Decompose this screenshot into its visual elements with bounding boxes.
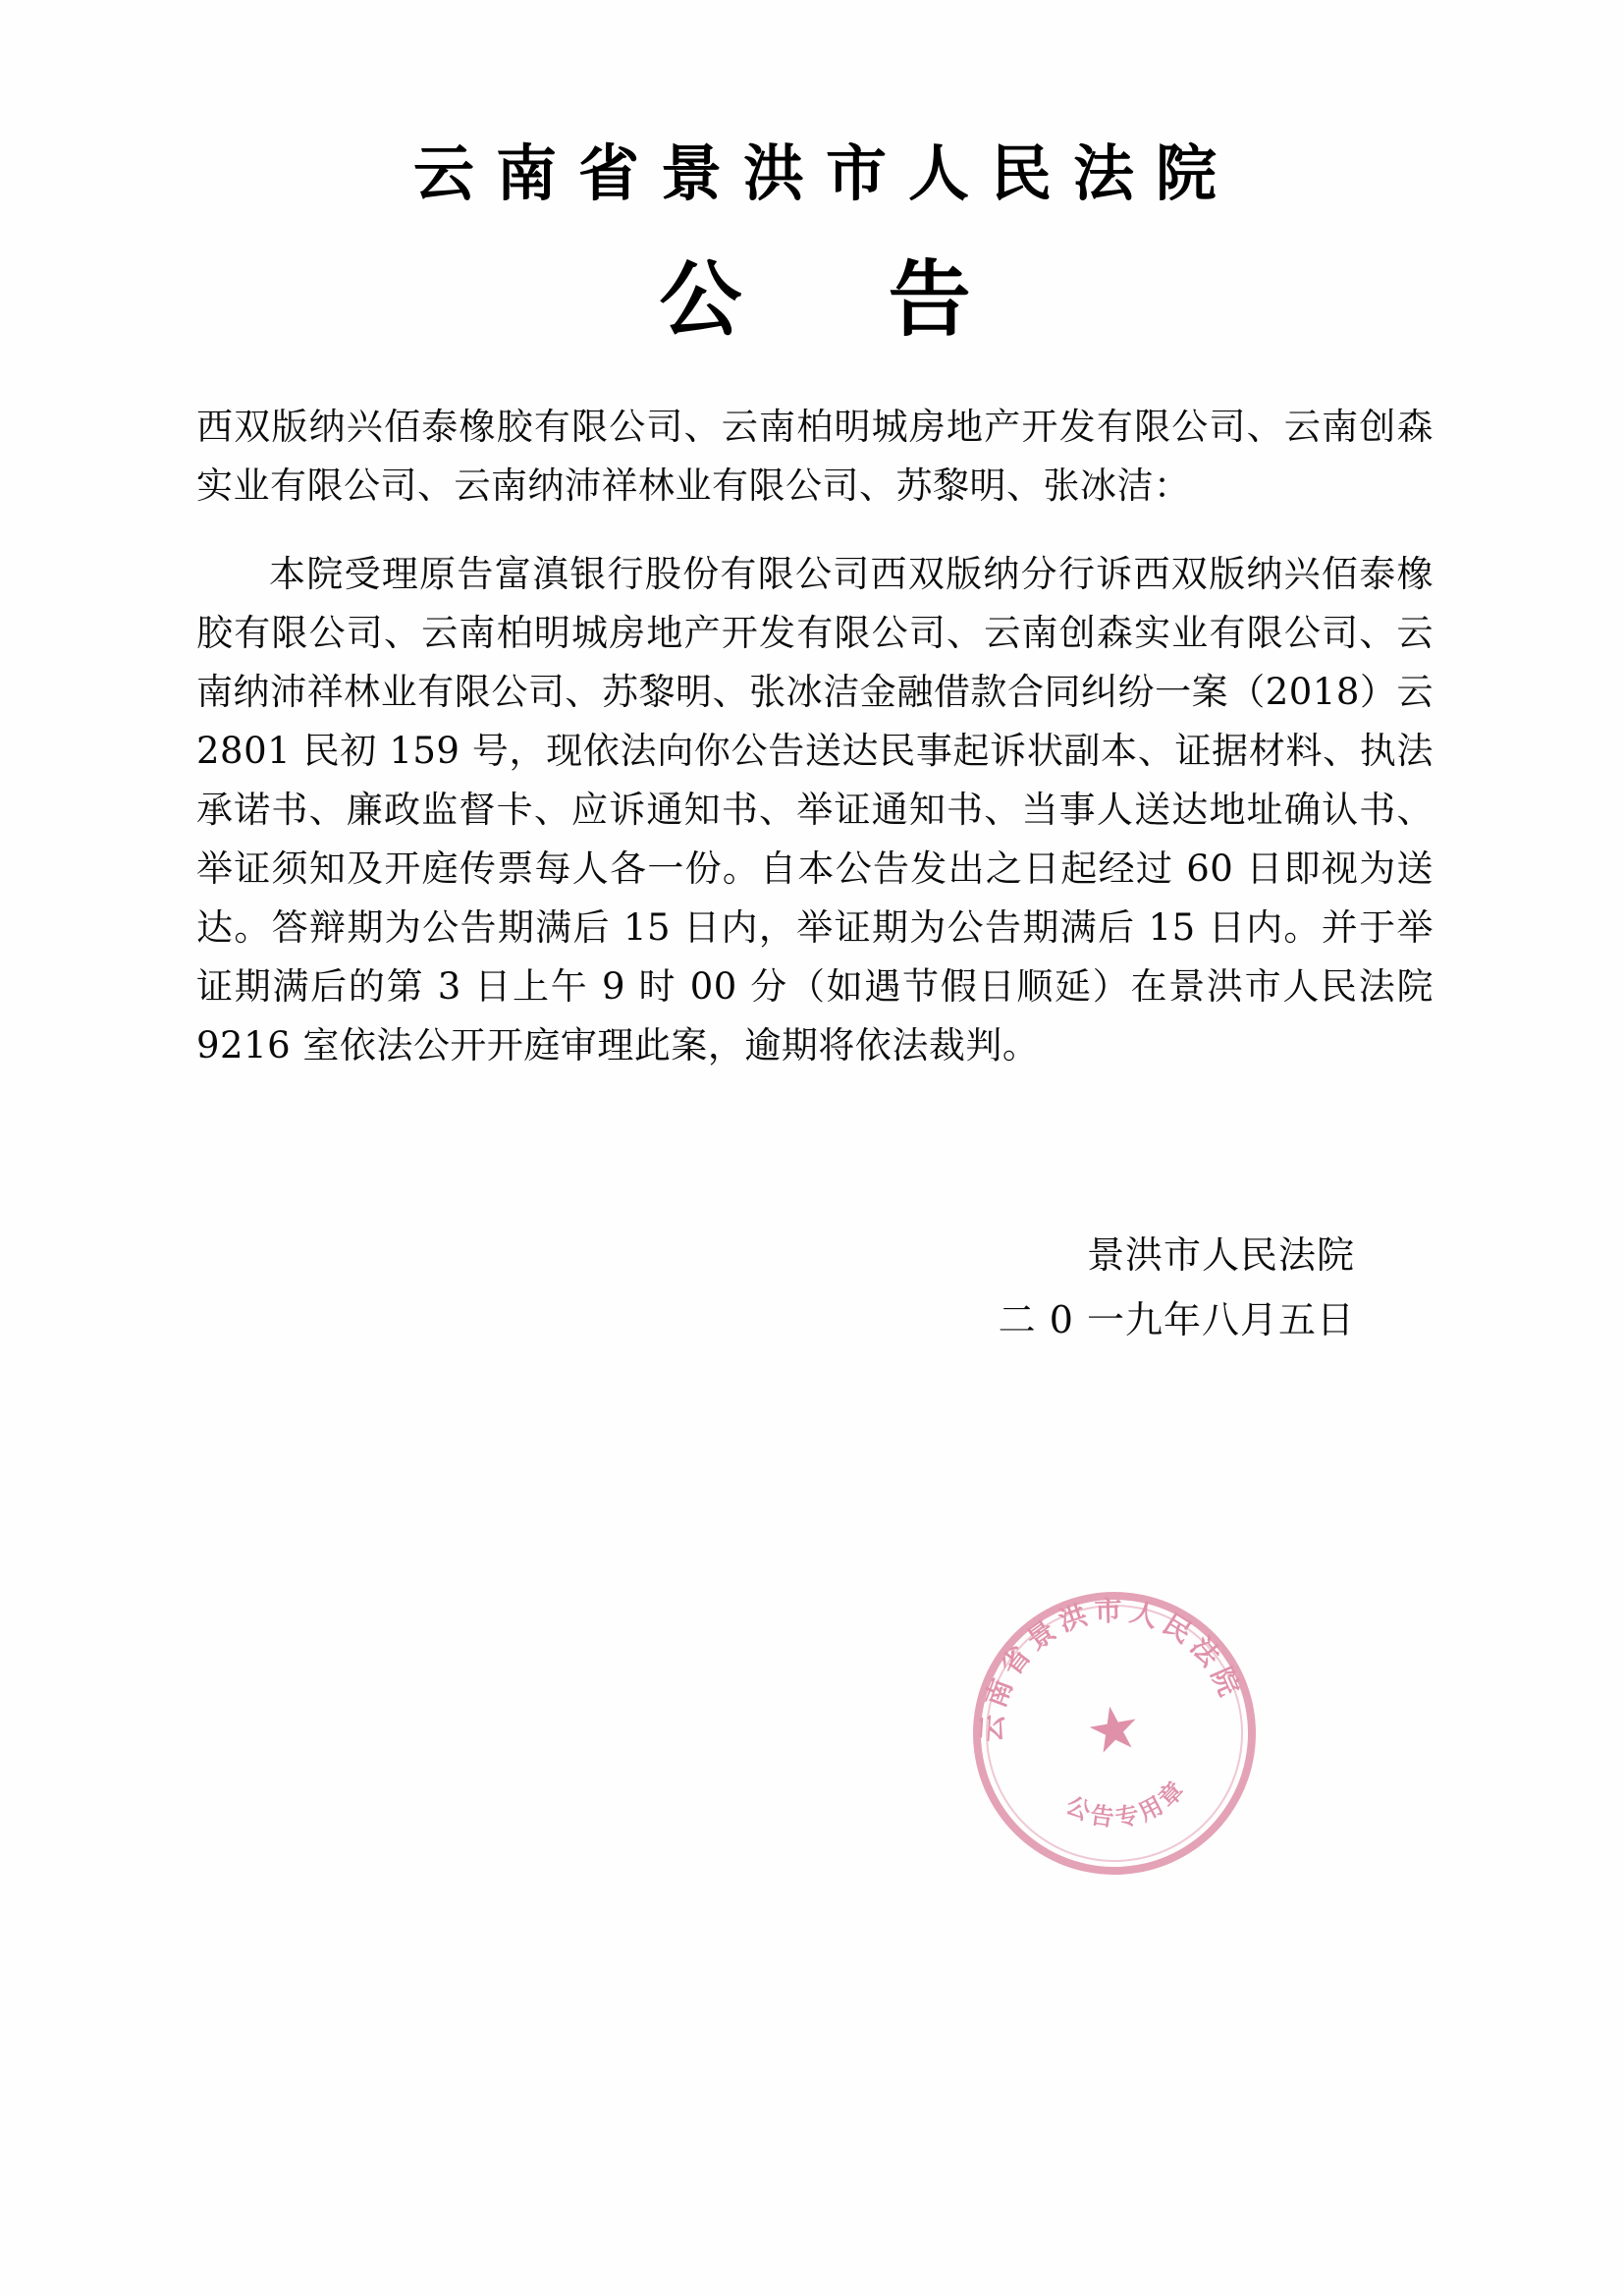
- signature-block: [196, 1223, 1434, 1353]
- court-title: 云南省景洪市人民法院: [412, 137, 1238, 209]
- document-type-heading: 公 告: [659, 250, 1030, 349]
- svg-text:云南省景洪市人民法院: 云南省景洪市人民法院: [975, 1594, 1248, 1744]
- svg-text:公告专用章: 公告专用章: [1061, 1773, 1193, 1832]
- official-seal-stamp: [962, 1581, 1267, 1886]
- announcement-body: 本院受理原告富滇银行股份有限公司西双版纳分行诉西双版纳兴佰泰橡胶有限公司、云南柏明城房地产开发有限公司、云南创森实业有限公司、云南纳沛祥林业有限公司、苏黎明、张冰洁金融借款合同纠纷一案（2018）云 2801 民初 159 号，现依法向你公告送达民事起诉状副本、证据材料、执法承诺书、廉政监督卡、应诉通知书、举证通知书、当事人送达地址确认书、举证须知及开庭传票每人各一份。自本公告发出之日起经过 60 日即视为送达。答辩期为公告期满后 15 日内，举证期为公告期满后 15 日内。并于举证期满后的第 3 日上午 9 时 00 分（如遇节假日顺延）在景洪市人民法院 9216 室依法公开开庭审理此案，逾期将依法裁判。: [196, 553, 1434, 1066]
- addressee-list: 西双版纳兴佰泰橡胶有限公司、云南柏明城房地产开发有限公司、云南创森实业有限公司、云南纳沛祥林业有限公司、苏黎明、张冰洁：: [196, 406, 1434, 508]
- issuing-court: 景洪市人民法院: [1086, 1232, 1355, 1277]
- issue-date: 二 0 一九年八月五日: [998, 1298, 1355, 1342]
- document-content: [196, 137, 1434, 1353]
- svg-text:★: ★: [1080, 1688, 1147, 1770]
